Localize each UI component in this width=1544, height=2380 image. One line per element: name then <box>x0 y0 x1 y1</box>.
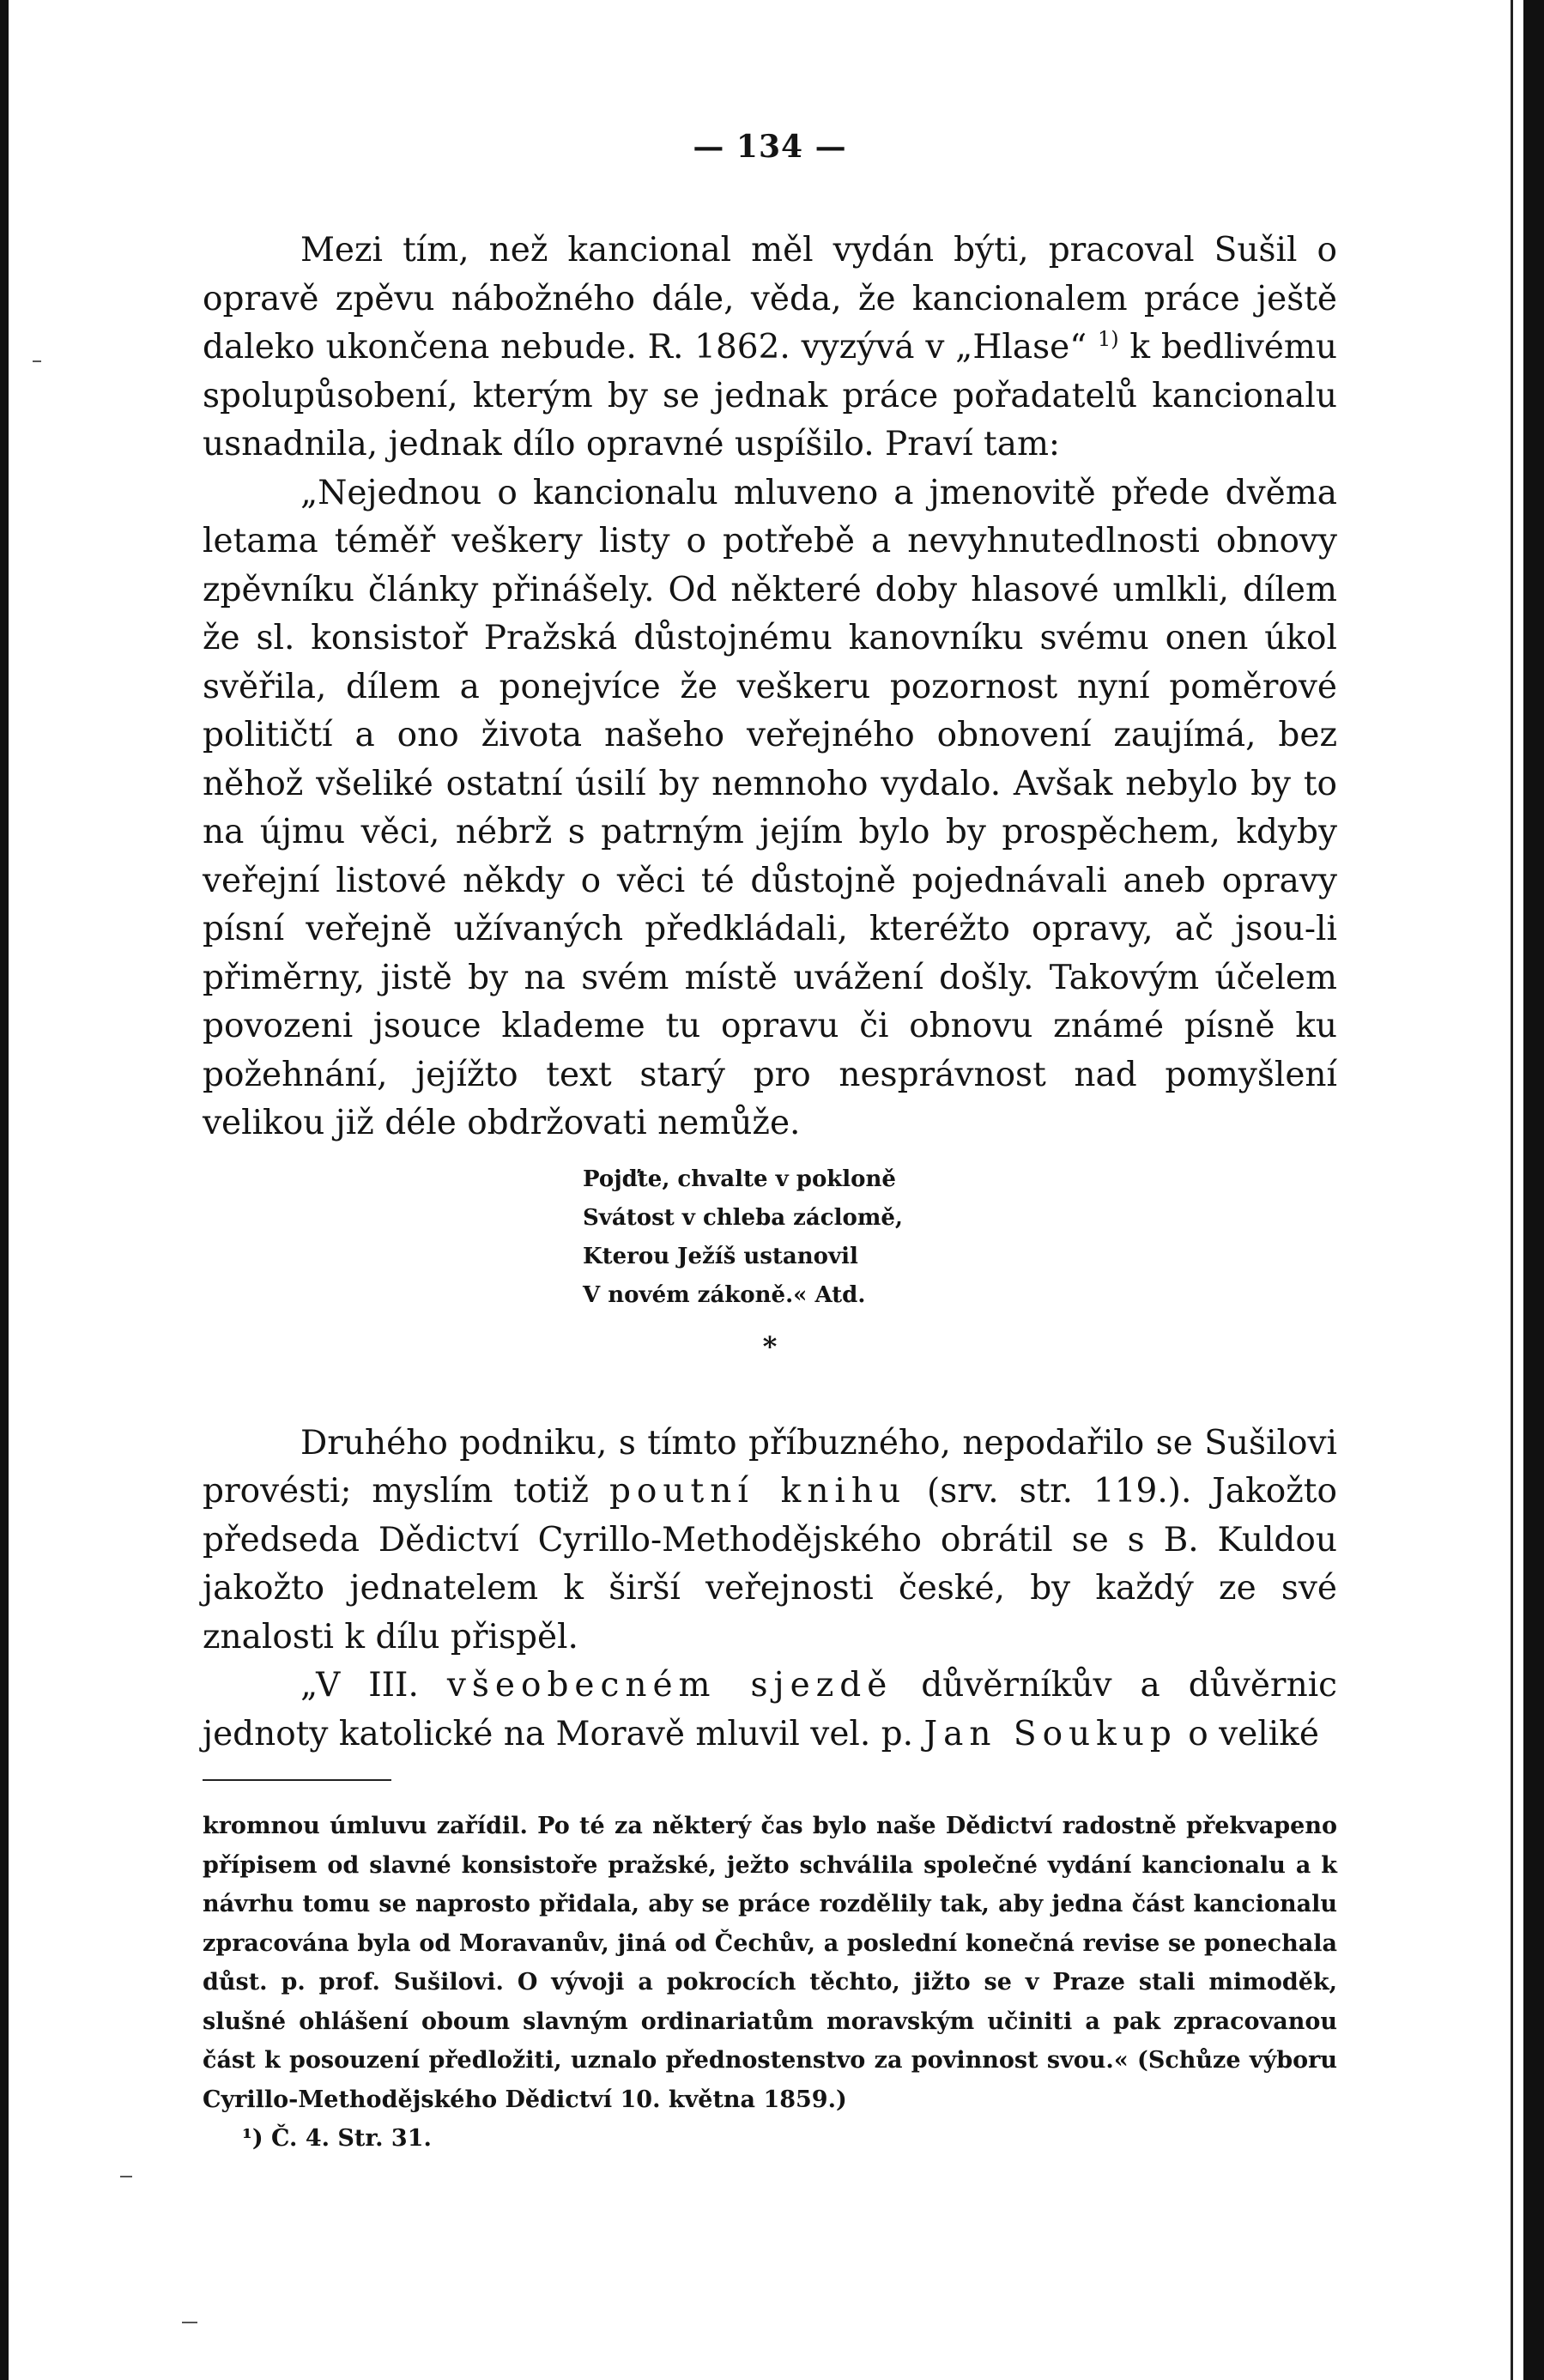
verse-line: Pojďte, chvalte v pokloně <box>583 1166 896 1192</box>
footnote-rule <box>203 1779 391 1781</box>
footnotes <box>203 1807 1337 2159</box>
text-run: (srv. str. 119.). Jakožto předseda Dědictví Cyrillo-Methodějského obrátil se s B. Kuldou jakožto jednatelem k širší veřejnosti české, by každý ze své znalosti k dílu přispěl. <box>203 1472 1337 1656</box>
scan-border-right <box>1523 0 1544 2380</box>
verse-line: Svátost v chleba záclomě, <box>583 1204 903 1231</box>
verse-line: Kterou Ježíš ustanovil <box>583 1243 858 1269</box>
book-page <box>203 129 1337 2159</box>
scan-mark <box>182 2322 197 2323</box>
spaced-emphasis: všeobecném sjezdě <box>446 1666 893 1705</box>
footnote-1: ¹) Č. 4. Str. 31. <box>242 2125 432 2152</box>
intro-text: Mezi tím, než kancional měl vydán býti, pracoval Sušil o opravě zpěvu nábožného dále, věda, že kancionalem práce ještě daleko ukončena nebude. R. 1862. vyzývá v „Hlase“ <box>203 231 1337 366</box>
text-run: „V III. <box>300 1666 419 1705</box>
intro-text-continued: k bedlivému spolupůsobení, kterým by se jednak práce pořadatelů kancionalu usnadnila, jednak dílo opravné uspíšilo. Praví tam: <box>203 328 1337 463</box>
second-section <box>203 1420 1337 1759</box>
congress-paragraph <box>203 1662 1337 1759</box>
pilgrim-book-paragraph <box>203 1420 1337 1662</box>
verse-line: V novém zákoně.« Atd. <box>583 1281 866 1308</box>
text-run: Druhého podniku, s tímto příbuzného, nepodařilo se Sušilovi provésti; myslím totiž <box>203 1423 1337 1511</box>
hymn-verse <box>583 1160 1337 1315</box>
footnote-continuation: kromnou úmluvu zařídil. Po té za některý čas bylo naše Dědictví radostně překvapeno přípisem od slavné konsistoře pražské, ježto schválila společné vydání kancionalu a k návrhu tomu se naprosto přidala, aby se práce rozdělily tak, aby jedna část kancionalu zpracována byla od Moravanův, jiná od Čechův, a poslední konečná revise se ponechala důst. p. prof. Sušilovi. O vývoji a pokrocích těchto, jižto se v Praze stali mimoděk, slušné ohlášení oboum slavným ordinariatům moravským učiniti a pak zpracovanou část k posouzení předložiti, uznalo přednostenstvo za povinnost svou.« (Schůze výboru Cyrillo-Methodějského Dědictví 10. května 1859.) <box>203 1813 1337 2113</box>
footnote-reference: 1) <box>1097 327 1119 351</box>
page-edge-line <box>1511 0 1513 2380</box>
scan-border-left <box>0 0 9 2380</box>
scan-mark <box>120 2176 132 2177</box>
intro-paragraph <box>203 227 1337 469</box>
spaced-emphasis: poutní knihu <box>609 1472 907 1511</box>
spaced-emphasis: Jan Soukup <box>923 1714 1178 1753</box>
section-separator: * <box>762 1329 778 1363</box>
scan-border-gap <box>1517 0 1523 2380</box>
page-number: — 134 — <box>693 129 847 165</box>
text-run: důvěrníkův a důvěrnic jednoty katolické na Moravě mluvil vel. p. <box>203 1666 1338 1753</box>
quote-paragraph: „Nejednou o kancionalu mluveno a jmenovitě přede dvěma letama téměř veškery listy o potřebě a nevyhnutedlnosti obnovy zpěvníku články přinášely. Od některé doby hlasové umlkli, dílem že sl. konsistoř Pražská důstojnému kanovníku svému onen úkol svěřila, dílem a ponejvíce že veškeru pozornost nyní poměrové političtí a ono života našeho veřejného obnovení zaujímá, bez něhož všeliké ostatní úsilí by nemnoho vydalo. Avšak nebylo by to na újmu věci, nébrž s patrným jejím bylo by prospěchem, kdyby veřejní listové někdy o věci té důstojně pojednávali aneb opravy písní veřejně užívaných předkládali, kteréžto opravy, ač jsou-li přiměrny, jistě by na svém místě uvážení došly. Takovým účelem povozeni jsouce klademe tu opravu či obnovu známé písně ku požehnání, jejížto text starý pro nesprávnost nad pomyšlení velikou již déle obdržovati nemůže. <box>203 473 1337 1142</box>
scan-mark <box>33 360 41 362</box>
text-run: o veliké <box>1188 1714 1319 1753</box>
